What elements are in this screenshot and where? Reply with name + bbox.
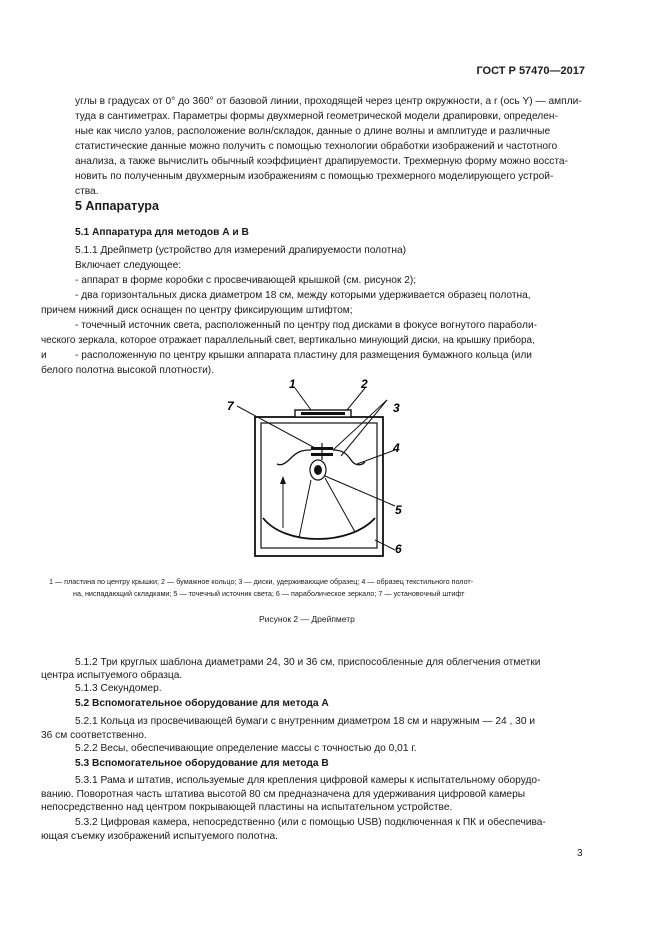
body-line: непосредственно над центром покрывающей пластины на испытательном устройстве. <box>41 802 453 813</box>
figure-title: Рисунок 2 — Дрейпметр <box>259 614 355 624</box>
body-line: 5.3.1 Рама и штатив, используемые для крепления цифровой камеры к испытательному оборудо- <box>75 775 541 786</box>
intro-line: ные как число узлов, расположение волн/складок, данные о длине волны и амплитуде и различные <box>75 126 551 137</box>
intro-line: новить по полученным двухмерным изображениям с помощью трехмерного моделирующего устрой- <box>75 171 554 182</box>
body-line: ющая съемку изображений испытуемого полотна. <box>41 831 279 842</box>
body-line: - аппарат в форме коробки с просвечивающей крышкой (см. рисунок 2); <box>75 275 417 286</box>
body-line: Включает следующее: <box>75 260 182 271</box>
intro-line: ства. <box>75 186 99 197</box>
box-outer <box>255 417 383 556</box>
paper-ring <box>301 412 345 415</box>
body-line: 5.1.1 Дрейпметр (устройство для измерений драпируемости полотна) <box>75 245 407 256</box>
section-heading: 5 Аппаратура <box>75 199 159 213</box>
body-line: 5.3.2 Цифровая камера, непосредственно (или с помощью USB) подключенная к ПК и обеспечива- <box>75 817 546 828</box>
label-5: 5 <box>395 503 402 517</box>
body-line: ческого зеркала, которое отражает параллельный свет, вертикально минующий диски, на крышку прибора, <box>41 335 535 346</box>
subsection-heading: 5.1 Аппаратура для методов А и В <box>75 227 249 238</box>
body-line: причем нижний диск оснащен по центру фиксирующим штифтом; <box>41 305 353 316</box>
label-3: 3 <box>393 401 400 415</box>
page-number: 3 <box>577 848 583 859</box>
intro-line: статистические данные можно получить с помощью технологии обработки изображений и частотного <box>75 141 558 152</box>
label-7: 7 <box>227 399 234 413</box>
body-line: - расположенную по центру крышки аппарата пластину для размещения бумажного кольца (или <box>75 350 532 361</box>
body-line: 5.2.2 Весы, обеспечивающие определение массы с точностью до 0,01 г. <box>75 743 417 754</box>
body-line: - точечный источник света, расположенный по центру под дисками в фокусе вогнутого парабoли- <box>75 320 538 331</box>
label-6: 6 <box>395 542 402 556</box>
body-line: 5.1.2 Три круглых шаблона диаметрами 24, 30 и 36 см, приспособленные для облегчения отметки <box>75 657 541 668</box>
body-line: центра испытуемого образца. <box>41 670 183 681</box>
intro-line: анализа, а также вычислить обычный коэффициент драпируемости. Трехмерную форму можно восста- <box>75 156 568 167</box>
label-2: 2 <box>361 378 368 391</box>
drapemeter-figure <box>215 378 415 563</box>
body-line: ванию. Поворотная часть штатива высотой 80 см предназначена для удерживания цифровой камеры <box>41 789 526 800</box>
subsection-heading: 5.2 Вспомогательное оборудование для метода А <box>75 698 329 709</box>
body-line: 36 см соответственно. <box>41 730 147 741</box>
body-line: белого полотна высокой плотности). <box>41 365 215 376</box>
label-4: 4 <box>393 441 400 455</box>
figure-legend-line: 1 — пластина по центру крышки; 2 — бумажное кольцо; 3 — диски, удерживающие образец; 4 — образец текстильного полот- <box>49 577 474 586</box>
fabric-left <box>277 450 311 465</box>
body-line: 5.1.3 Секундомер. <box>75 683 162 694</box>
body-line: и <box>41 350 47 361</box>
figure-legend-line: на, ниспадающий складками; 5 — точечный источник света; 6 — параболическое зеркало; 7 — установочный штифт <box>73 589 465 598</box>
parabolic-mirror <box>263 518 375 539</box>
document-header: ГОСТ Р 57470—2017 <box>476 65 585 77</box>
body-line: - два горизонтальных диска диаметром 18 см, между которыми удерживается образец полотна, <box>75 290 531 301</box>
intro-line: туда в сантиметрах. Параметры формы двухмерной геометрической модели драпировки, определен- <box>75 111 558 122</box>
subsection-heading: 5.3 Вспомогательное оборудование для метода В <box>75 758 329 769</box>
intro-line: углы в градусах от 0° до 360° от базовой линии, проходящей через центр окружности, а r (ось Y) — ампли- <box>75 96 582 107</box>
body-line: 5.2.1 Кольца из просвечивающей бумаги с внутренним диаметром 18 см и наружным — 24 , 30 и <box>75 716 536 727</box>
label-1: 1 <box>289 378 296 391</box>
